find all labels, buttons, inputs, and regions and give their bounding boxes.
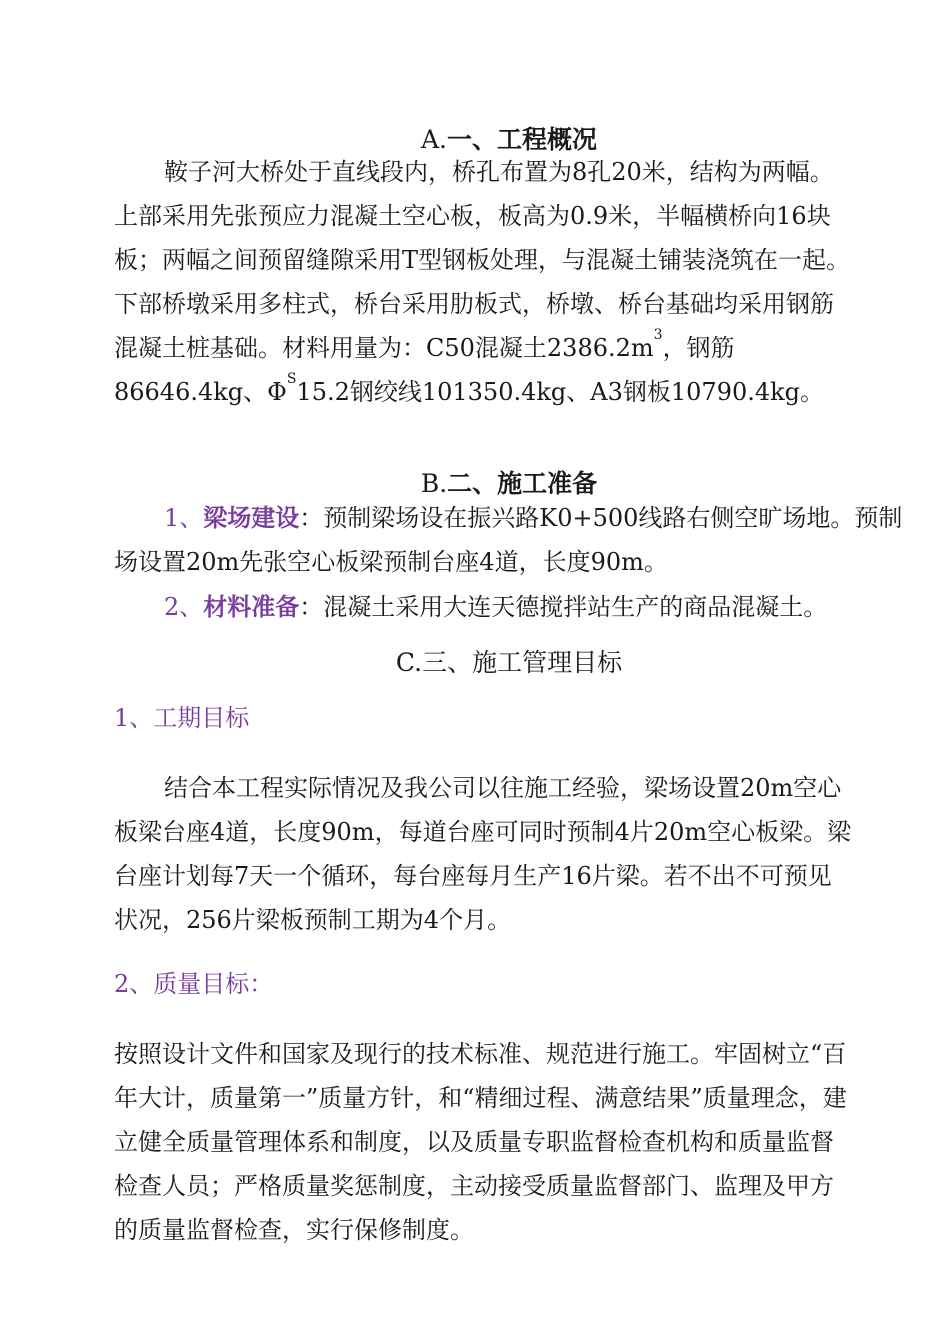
overview-text-1: 鞍子河大桥处于直线段内，桥孔布置为8孔20米，结构为两幅。上部采用先张预应力混凝土空心板，板高为0.9米，半幅横桥向16块板；两幅之间预留缝隙采用T型钢板处理，与混凝土铺装浇筑在一起。下部桥墩采用多柱式，桥台采用肋板式，桥墩、桥台基础均采用钢筋混凝土桩基础。材料用量为：C50混凝土2386.2m: [114, 158, 851, 362]
goal-2-heading: 2、质量目标：: [114, 970, 274, 998]
prep-item-2-num: 2、: [164, 593, 204, 621]
overview-sup-2: S: [286, 371, 297, 387]
overview-sup-1: 3: [653, 327, 663, 343]
prep-item-1: [114, 496, 904, 584]
overview-text-3: 15.2钢绞线101350.4kg、A3钢板10790.4kg。: [296, 378, 825, 406]
prep-item-1-text: ：预制梁场设在振兴路K0+500线路右侧空旷场地。预制场设置20m先张空心板梁预制台座4道，长度90m。: [114, 504, 903, 576]
overview-text-2: ，钢筋86646.4kg、Φ: [114, 334, 735, 406]
section-b-prefix: B.: [420, 469, 448, 498]
overview-paragraph: [114, 150, 854, 414]
section-b-title: 二、施工准备: [447, 469, 598, 498]
goal-1-paragraph: 结合本工程实际情况及我公司以往施工经验，梁场设置20m空心板梁台座4道，长度90m，每道台座可同时预制4片20m空心板梁。梁台座计划每7天一个循环，每台座每月生产16片梁。若不出不可预见状况，256片梁板预制工期为4个月。: [114, 774, 852, 934]
section-c-prefix: C.: [395, 648, 423, 677]
goal-1-heading: 1、工期目标: [114, 704, 250, 732]
prep-item-2-label: 材料准备: [203, 593, 300, 621]
section-a-prefix: A.: [420, 125, 447, 154]
section-c-heading: [114, 641, 904, 685]
goal-2-paragraph: 按照设计文件和国家及现行的技术标准、规范进行施工。牢固树立“百年大计，质量第一”质量方针，和“精细过程、满意结果”质量理念，建立健全质量管理体系和制度，以及质量专职监督检查机构和质量监督检查人员；严格质量奖惩制度，主动接受质量监督部门、监理及甲方的质量监督检查，实行保修制度。: [114, 1040, 847, 1244]
section-c-title: 三、施工管理目标: [422, 648, 623, 677]
section-a-title: 一、工程概况: [447, 125, 598, 154]
prep-item-1-label: 梁场建设: [203, 504, 300, 532]
prep-item-2: [114, 585, 904, 629]
prep-item-2-text: ：混凝土采用大连天德搅拌站生产的商品混凝土。: [299, 593, 828, 621]
prep-item-1-num: 1、: [164, 504, 204, 532]
